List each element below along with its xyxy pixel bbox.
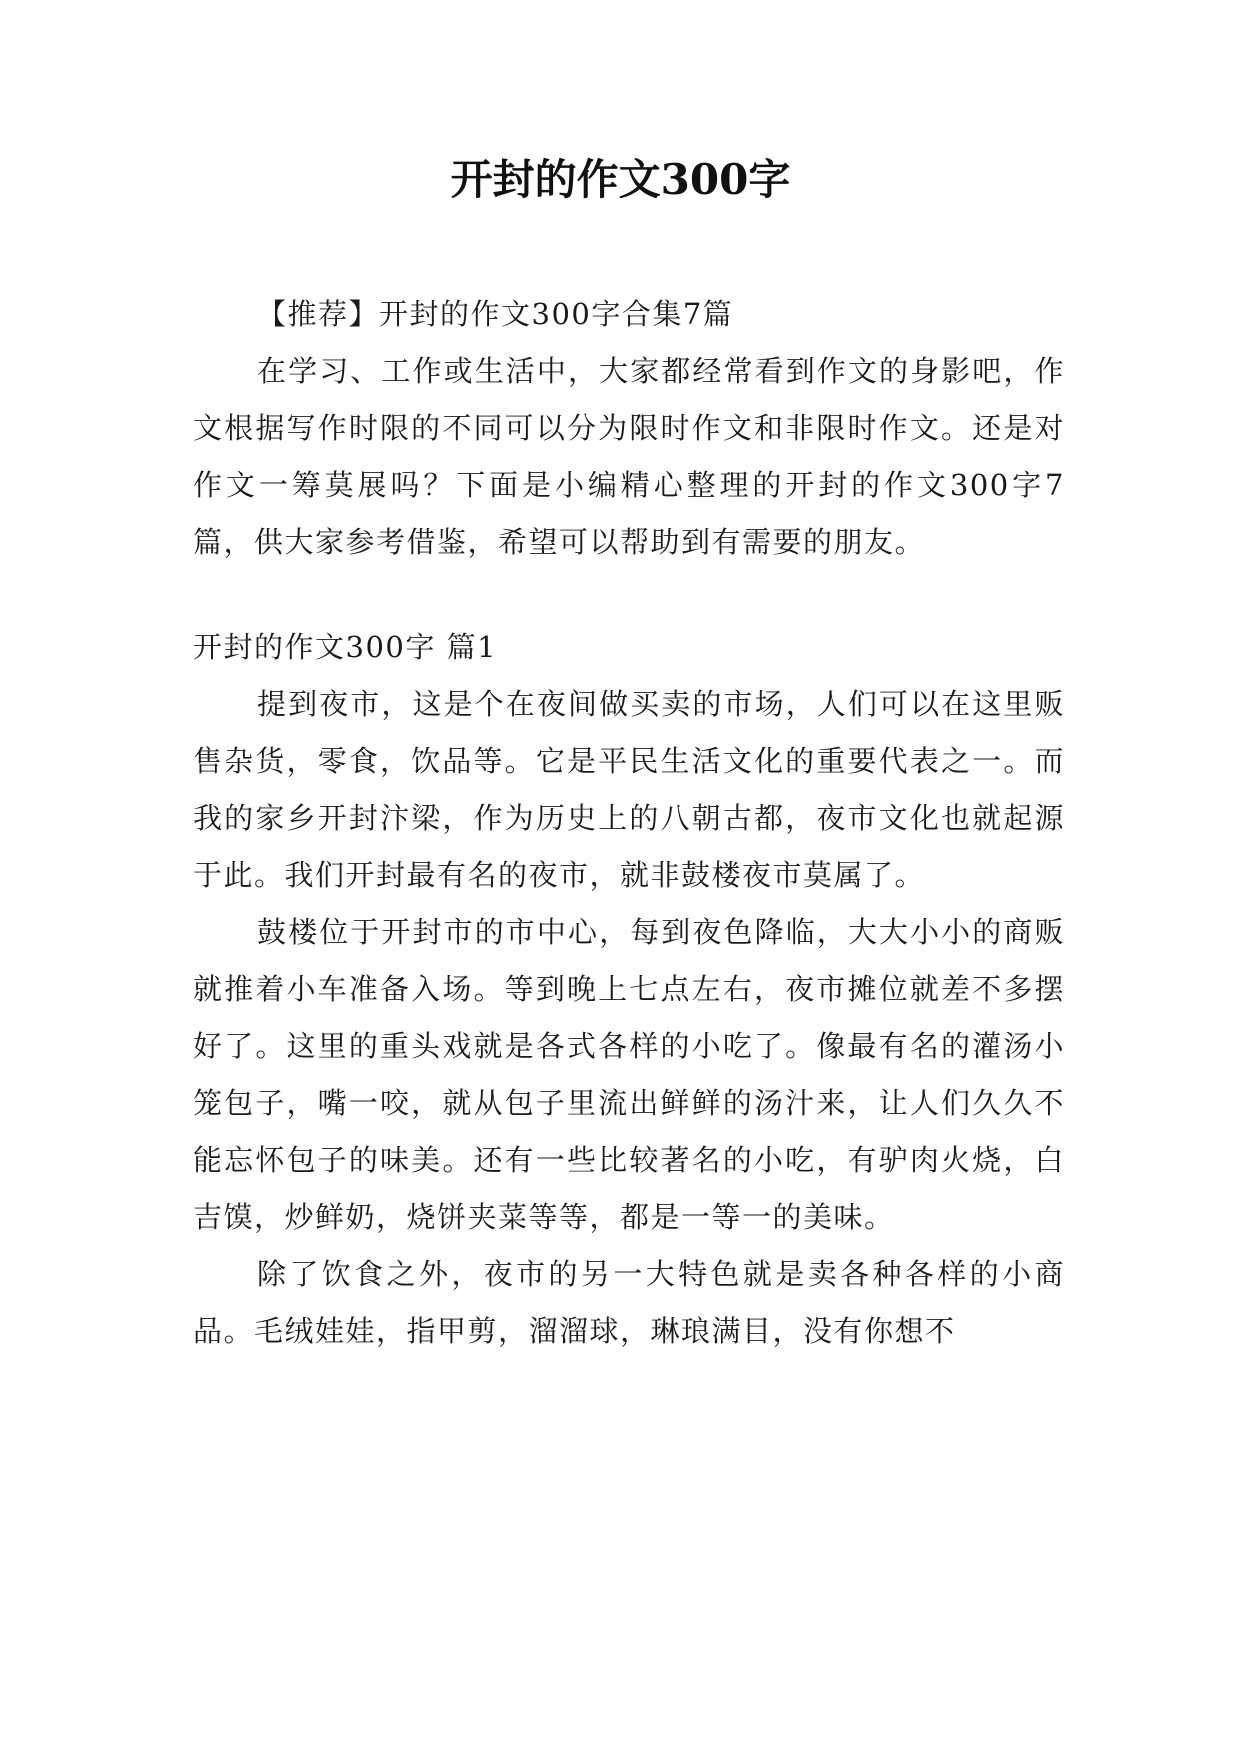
document-title: 开封的作文300字 [450,155,791,204]
body-paragraph-1: 提到夜市，这是个在夜间做买卖的市场，人们可以在这里贩售杂货，零食，饮品等。它是平民生活文化的重要代表之一。而我的家乡开封汴梁，作为历史上的八朝古都，夜市文化也就起源于此。我们开封最有名的夜市，就非鼓楼夜市莫属了。 [193,687,1065,892]
document-body [193,286,1065,1360]
body-paragraph-3: 除了饮食之外，夜市的另一大特色就是卖各种各样的小商品。毛绒娃娃，指甲剪，溜溜球，琳琅满目，没有你想不 [193,1257,1065,1348]
intro-paragraph: 在学习、工作或生活中，大家都经常看到作文的身影吧，作文根据写作时限的不同可以分为限时作文和非限时作文。还是对作文一筹莫展吗？下面是小编精心整理的开封的作文300字7篇，供大家参考借鉴，希望可以帮助到有需要的朋友。 [193,354,1065,559]
section-heading: 开封的作文300字 篇1 [193,630,498,664]
document-subtitle: 【推荐】开封的作文300字合集7篇 [257,297,734,331]
body-paragraph-2: 鼓楼位于开封市的市中心，每到夜色降临，大大小小的商贩就推着小车准备入场。等到晚上七点左右，夜市摊位就差不多摆好了。这里的重头戏就是各式各样的小吃了。像最有名的灌汤小笼包子，嘴一咬，就从包子里流出鲜鲜的汤汁来，让人们久久不能忘怀包子的味美。还有一些比较著名的小吃，有驴肉火烧，白吉馍，炒鲜奶，烧饼夹菜等等，都是一等一的美味。 [193,915,1065,1234]
